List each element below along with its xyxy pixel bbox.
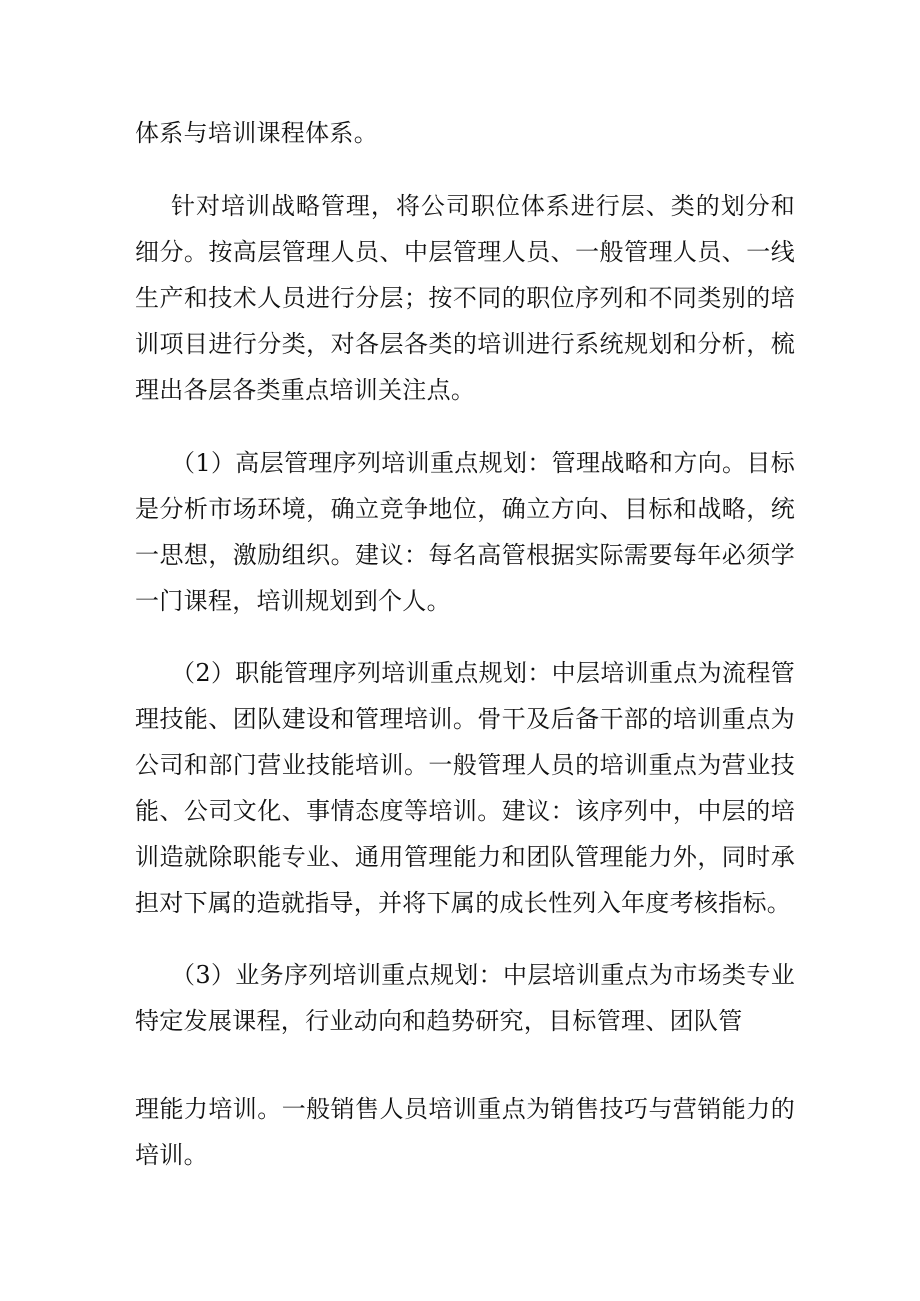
paragraph-sales-training: 理能力培训。一般销售人员培训重点为销售技巧与营销能力的培训。 bbox=[135, 1095, 795, 1169]
paragraph-continuation: 体系与培训课程体系。 bbox=[135, 119, 378, 147]
paragraph-training-strategy: 针对培训战略管理，将公司职位体系进行层、类的划分和细分。按高层管理人员、中层管理人员、一般管理人员、一线生产和技术人员进行分层；按不同的职位序列和不同类别的培训项目进行分类，对各层各类的培训进行系统规划和分析，梳理出各层各类重点培训关注点。 bbox=[135, 192, 795, 404]
paragraph-business-sequence: （3）业务序列培训重点规划：中层培训重点为市场类专业特定发展课程，行业动向和趋势研究，目标管理、团队管 bbox=[135, 961, 795, 1035]
paragraph-senior-management: （1）高层管理序列培训重点规划：管理战略和方向。目标是分析市场环境，确立竞争地位，确立方向、目标和战略，统一思想，激励组织。建议：每名高管根据实际需要每年必须学一门课程，培训规划到个人。 bbox=[135, 449, 795, 615]
paragraph-functional-management: （2）职能管理序列培训重点规划：中层培训重点为流程管理技能、团队建设和管理培训。骨干及后备干部的培训重点为公司和部门营业技能培训。一般管理人员的培训重点为营业技能、公司文化、事情态度等培训。建议：该序列中，中层的培训造就除职能专业、通用管理能力和团队管理能力外，同时承担对下属的造就指导，并将下属的成长性列入年度考核指标。 bbox=[135, 659, 795, 917]
